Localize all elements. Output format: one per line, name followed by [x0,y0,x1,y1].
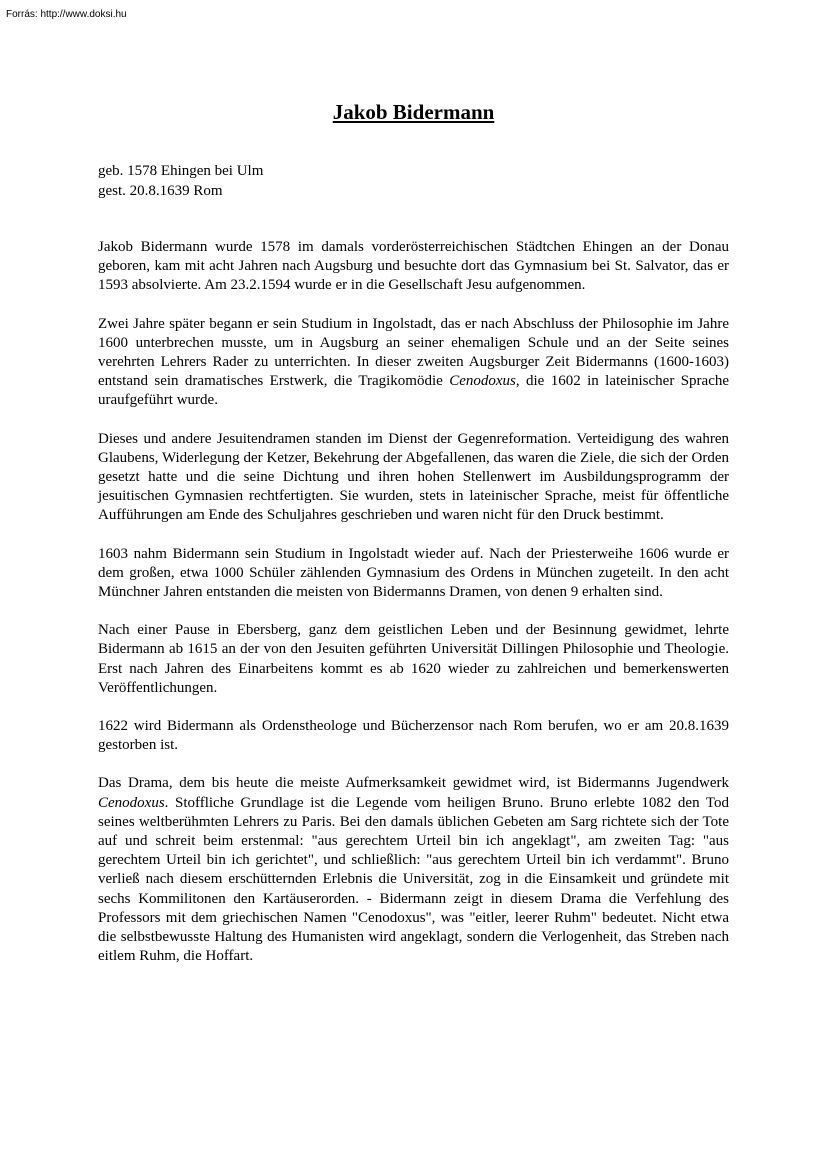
paragraph-7-text-b: . Stoffliche Grundlage ist die Legende vom heiligen Bruno. Bruno erlebte 1082 den Tod seines weltberühmten Lehrers zu Paris. Bei den damals üblichen Gebeten am Sarg richtete sich der Tote auf und schreit beim erstenmal: "aus gerechtem Urteil bin ich angeklagt", am zweiten Tag: "aus gerechtem Urteil bin ich gerichtet", und schließlich: "aus gerechtem Urteil bin ich verdammt". Bruno verließ nach diesem erschütternden Erlebnis die Universität, zog in die Einsamkeit und gründete mit sechs Kommilitonen den Kartäuserorden. - Bidermann zeigt in diesem Drama die Verfehlung des Professors mit dem griechischen Namen "Cenodoxus", was "eitler, leerer Ruhm" bedeutet. Nicht etwa die selbstbewusste Haltung des Humanisten wird angeklagt, sondern die Verlogenheit, das Streben nach eitlem Ruhm, die Hoffart. [98,794,729,965]
work-title-cenodoxus: Cenodoxus [449,373,516,390]
paragraph-6: 1622 wird Bidermann als Ordenstheologe und Bücherzensor nach Rom berufen, wo er am 20.8.1639 gestorben ist. [98,718,729,754]
birth-line: geb. 1578 Ehingen bei Ulm [98,163,264,179]
paragraph-4: 1603 nahm Bidermann sein Studium in Ingolstadt wieder auf. Nach der Priesterweihe 1606 wurde er dem großen, etwa 1000 Schüler zählenden Gymnasium des Ordens in München zugeteilt. In den acht Münchner Jahren entstanden die meisten von Bidermanns Dramen, von denen 9 erhalten sind. [98,545,729,601]
paragraph-7 [98,774,729,966]
life-dates [98,162,729,201]
page-title: Jakob Bidermann [332,100,495,124]
work-title-cenodoxus: Cenodoxus [98,794,165,811]
death-line: gest. 20.8.1639 Rom [98,182,223,199]
paragraph-3: Dieses und andere Jesuitendramen standen im Dienst der Gegenreformation. Verteidigung des wahren Glaubens, Widerlegung der Ketzer, Bekehrung der Abgefallenen, das waren die Ziele, die sich der Orden gesetzt hatte und die seine Dichtung und ihren hohen Stellenwert im Ausbildungsprogramm der jesuitischen Gymnasien rechtfertigten. Sie wurden, stets in lateinischer Sprache, meist für öffentliche Aufführungen am Ende des Schuljahres geschrieben und waren nicht für den Druck bestimmt. [98,430,729,524]
paragraph-2-text-a: Zwei Jahre später begann er sein Studium in Ingolstadt, das er nach Abschluss der Philosophie im Jahre 1600 unterbrechen musste, um in Augsburg an seiner ehemaligen Schule und an der Seite seines verehrten Lehrers Rader zu unterrichten. In dieser zweiten Augsburger Zeit Bidermanns (1600-1603) entstand sein dramatisches Erstwerk, die Tragikomödie [98,315,729,390]
biography-text [98,238,729,986]
paragraph-2 [98,315,729,411]
source-line: Forrás: http://www.doksi.hu [6,9,127,20]
paragraph-2-text-b: , die 1602 in lateinischer Sprache uraufgeführt wurde. [98,373,730,409]
paragraph-5: Nach einer Pause in Ebersberg, ganz dem geistlichen Leben und der Besinnung gewidmet, lehrte Bidermann ab 1615 an der von den Jesuiten geführten Universität Dillingen Philosophie und Theologie. Erst nach Jahren des Einarbeitens kommt es ab 1620 wieder zu zahlreichen und bemerkenswerten Veröffentlichungen. [98,622,729,696]
paragraph-7-text-a: Das Drama, dem bis heute die meiste Aufmerksamkeit gewidmet wird, ist Bidermanns Jugendwerk [98,775,729,792]
paragraph-1: Jakob Bidermann wurde 1578 im damals vorderösterreichischen Städtchen Ehingen an der Donau geboren, kam mit acht Jahren nach Augsburg und besuchte dort das Gymnasium bei St. Salvator, das er 1593 absolvierte. Am 23.2.1594 wurde er in die Gesellschaft Jesu aufgenommen. [98,239,729,294]
